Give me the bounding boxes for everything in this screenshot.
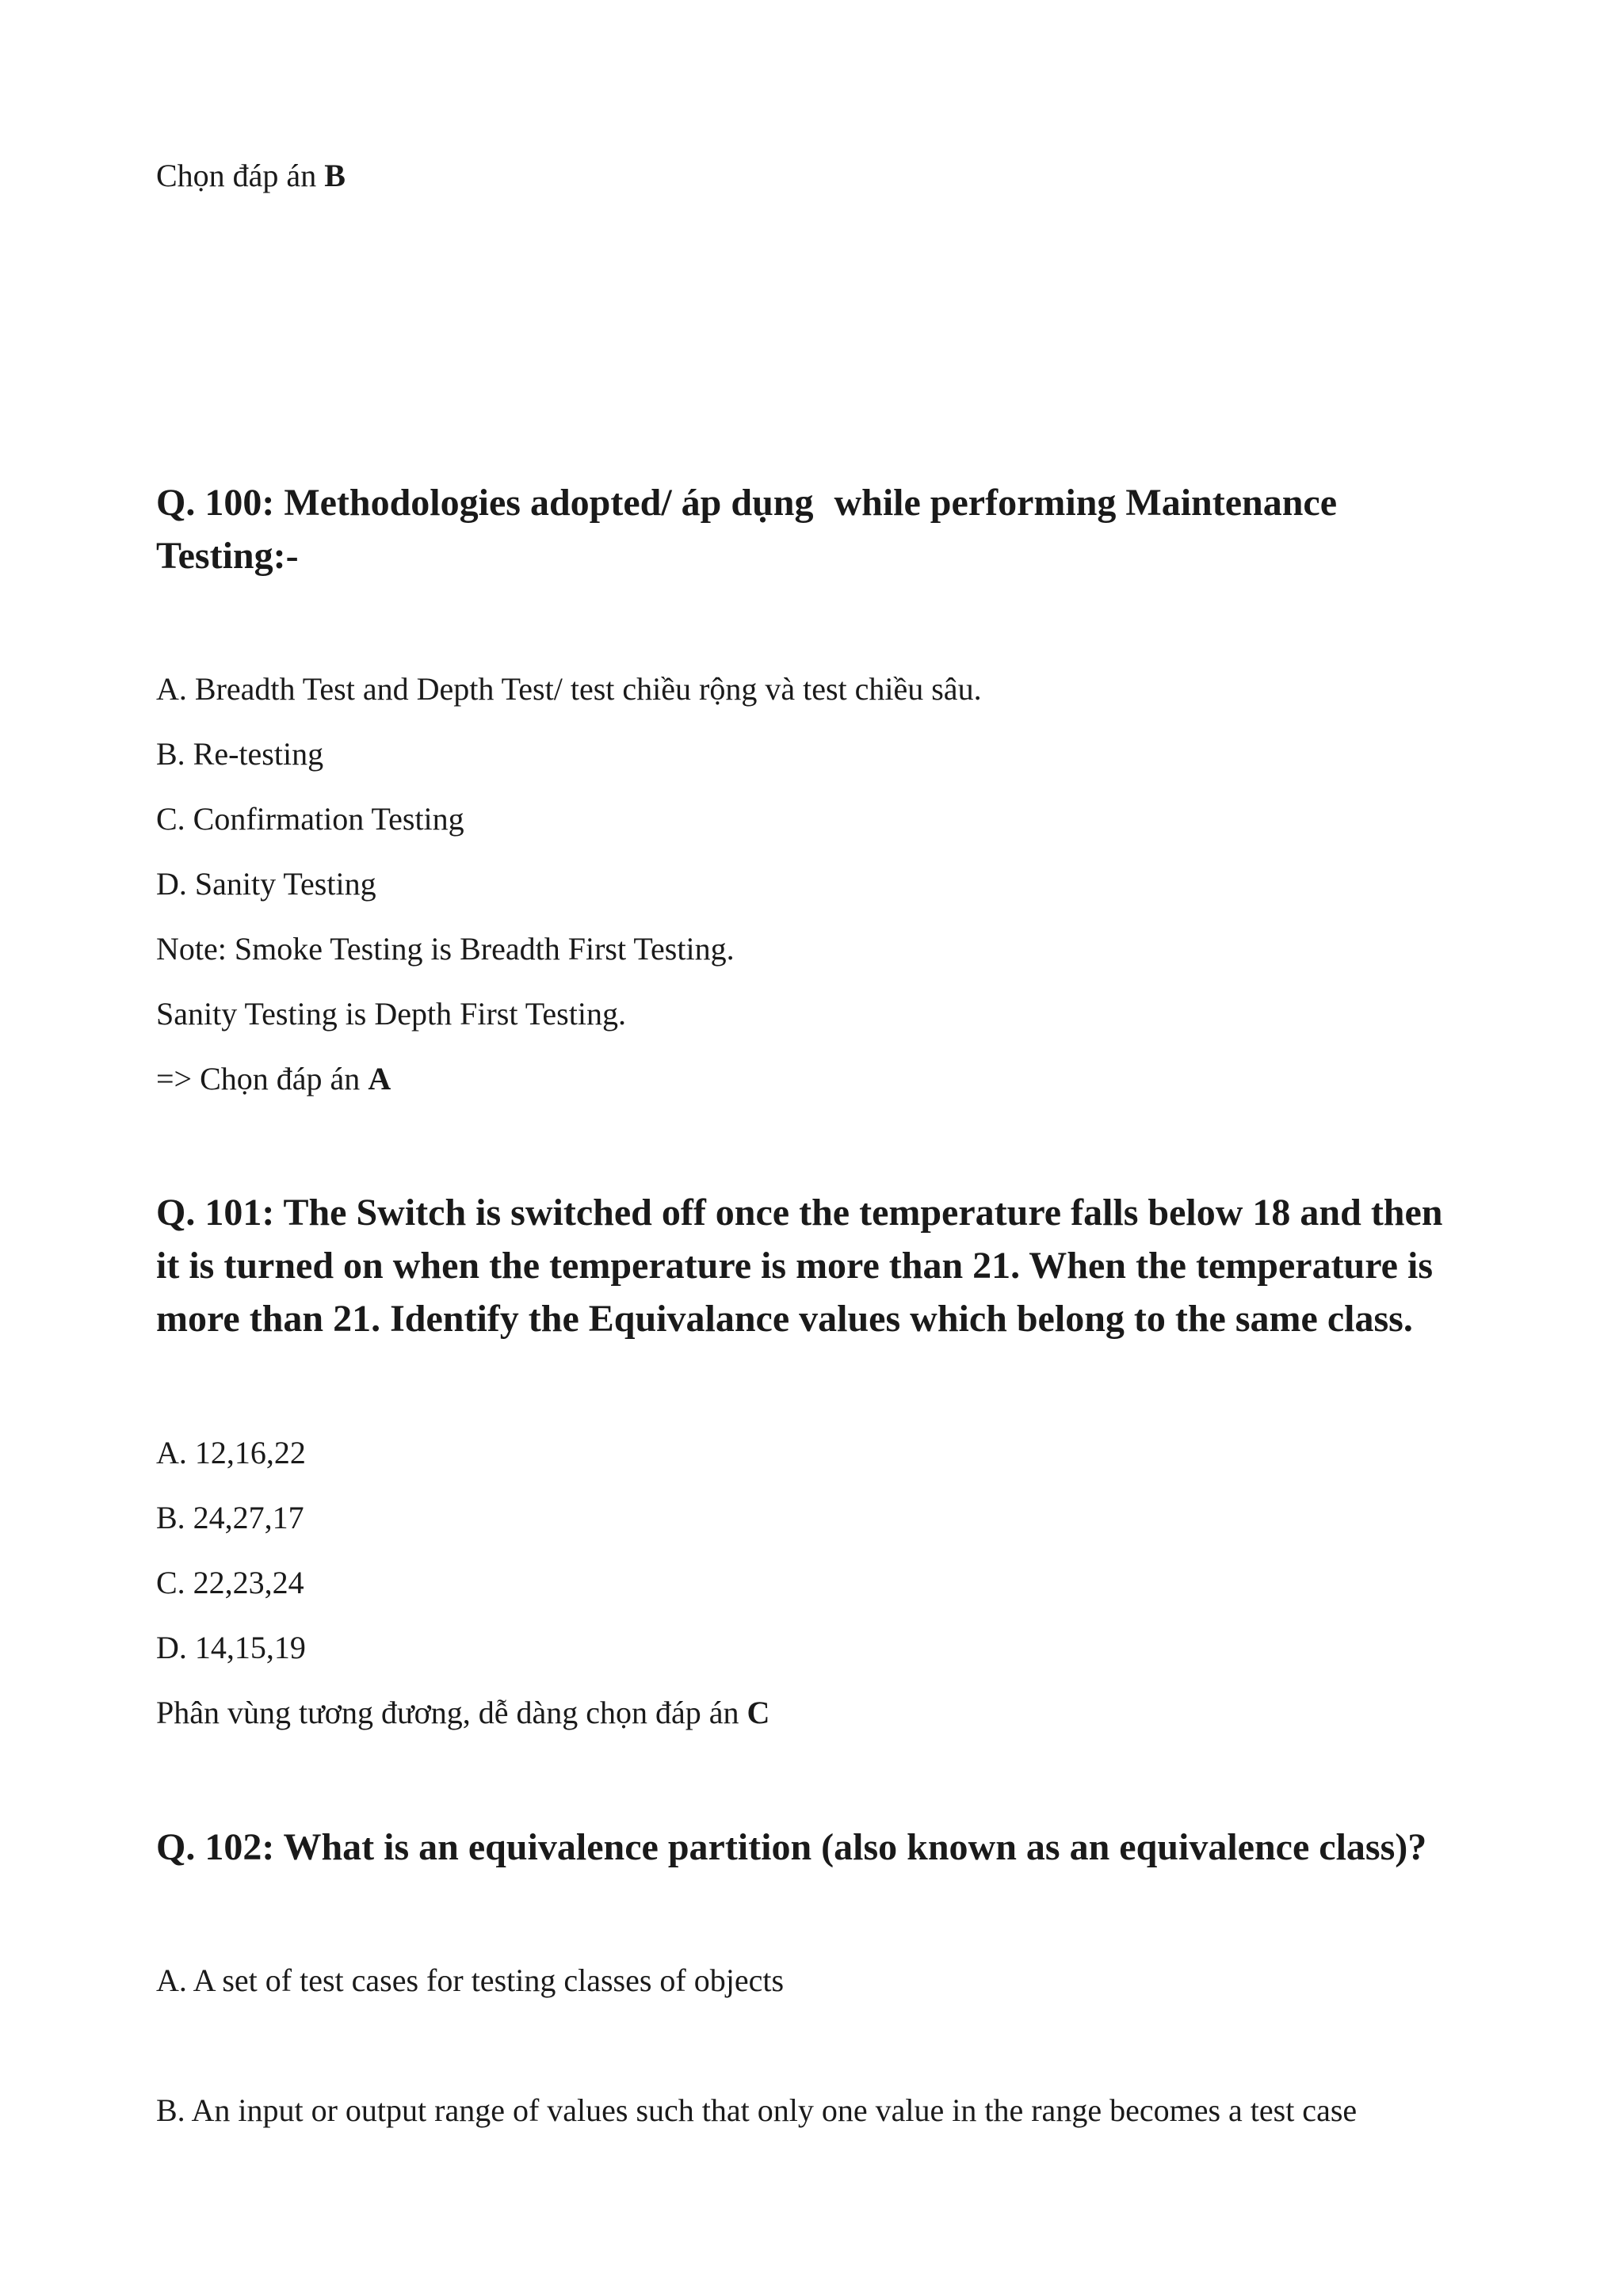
previous-answer-line: [156, 157, 346, 195]
q100-option-b: B. Re-testing: [156, 736, 324, 772]
q100-title-line-2: Testing:-: [156, 535, 299, 577]
q101-title-line-2: it is turned on when the temperature is more than 21. When the temperature is: [156, 1245, 1433, 1287]
q101-title-line-1: Q. 101: The Switch is switched off once the temperature falls below 18 and then: [156, 1192, 1443, 1234]
q100-title-line-1: [156, 476, 1337, 529]
q101-title-line-3: more than 21. Identify the Equivalance values which belong to the same class.: [156, 1298, 1413, 1340]
q101-option-c: C. 22,23,24: [156, 1565, 304, 1600]
q100-title-part-b: while performing Maintenance: [834, 482, 1338, 524]
previous-answer-letter: B: [324, 158, 346, 193]
q100-title-part-a: Q. 100: Methodologies adopted/ áp dụng: [156, 482, 814, 524]
q100-answer-prefix: => Chọn đáp án: [156, 1061, 369, 1097]
q102-option-a: A. A set of test cases for testing classes of objects: [156, 1962, 785, 1998]
q101-option-b: B. 24,27,17: [156, 1500, 304, 1535]
q100-answer-letter: A: [368, 1061, 391, 1097]
q100-answer-line: [156, 1060, 391, 1098]
q102-option-b: B. An input or output range of values such that only one value in the range becomes a test case: [156, 2092, 1358, 2128]
previous-answer-prefix: Chọn đáp án: [156, 158, 325, 193]
q102-title: Q. 102: What is an equivalence partition (also known as an equivalence class)?: [156, 1826, 1427, 1868]
q101-option-d: D. 14,15,19: [156, 1630, 306, 1665]
q101-answer-letter: C: [747, 1695, 770, 1730]
q101-answer-prefix: Phân vùng tương đương, dễ dàng chọn đáp án: [156, 1695, 747, 1730]
q100-option-a: A. Breadth Test and Depth Test/ test chiều rộng và test chiều sâu.: [156, 671, 982, 707]
q100-option-c: C. Confirmation Testing: [156, 801, 464, 837]
q101-option-a: A. 12,16,22: [156, 1435, 306, 1470]
q100-note-1: Note: Smoke Testing is Breadth First Testing.: [156, 931, 735, 967]
q100-option-d: D. Sanity Testing: [156, 866, 376, 902]
q101-answer-line: [156, 1694, 769, 1732]
q100-note-2: Sanity Testing is Depth First Testing.: [156, 996, 626, 1032]
